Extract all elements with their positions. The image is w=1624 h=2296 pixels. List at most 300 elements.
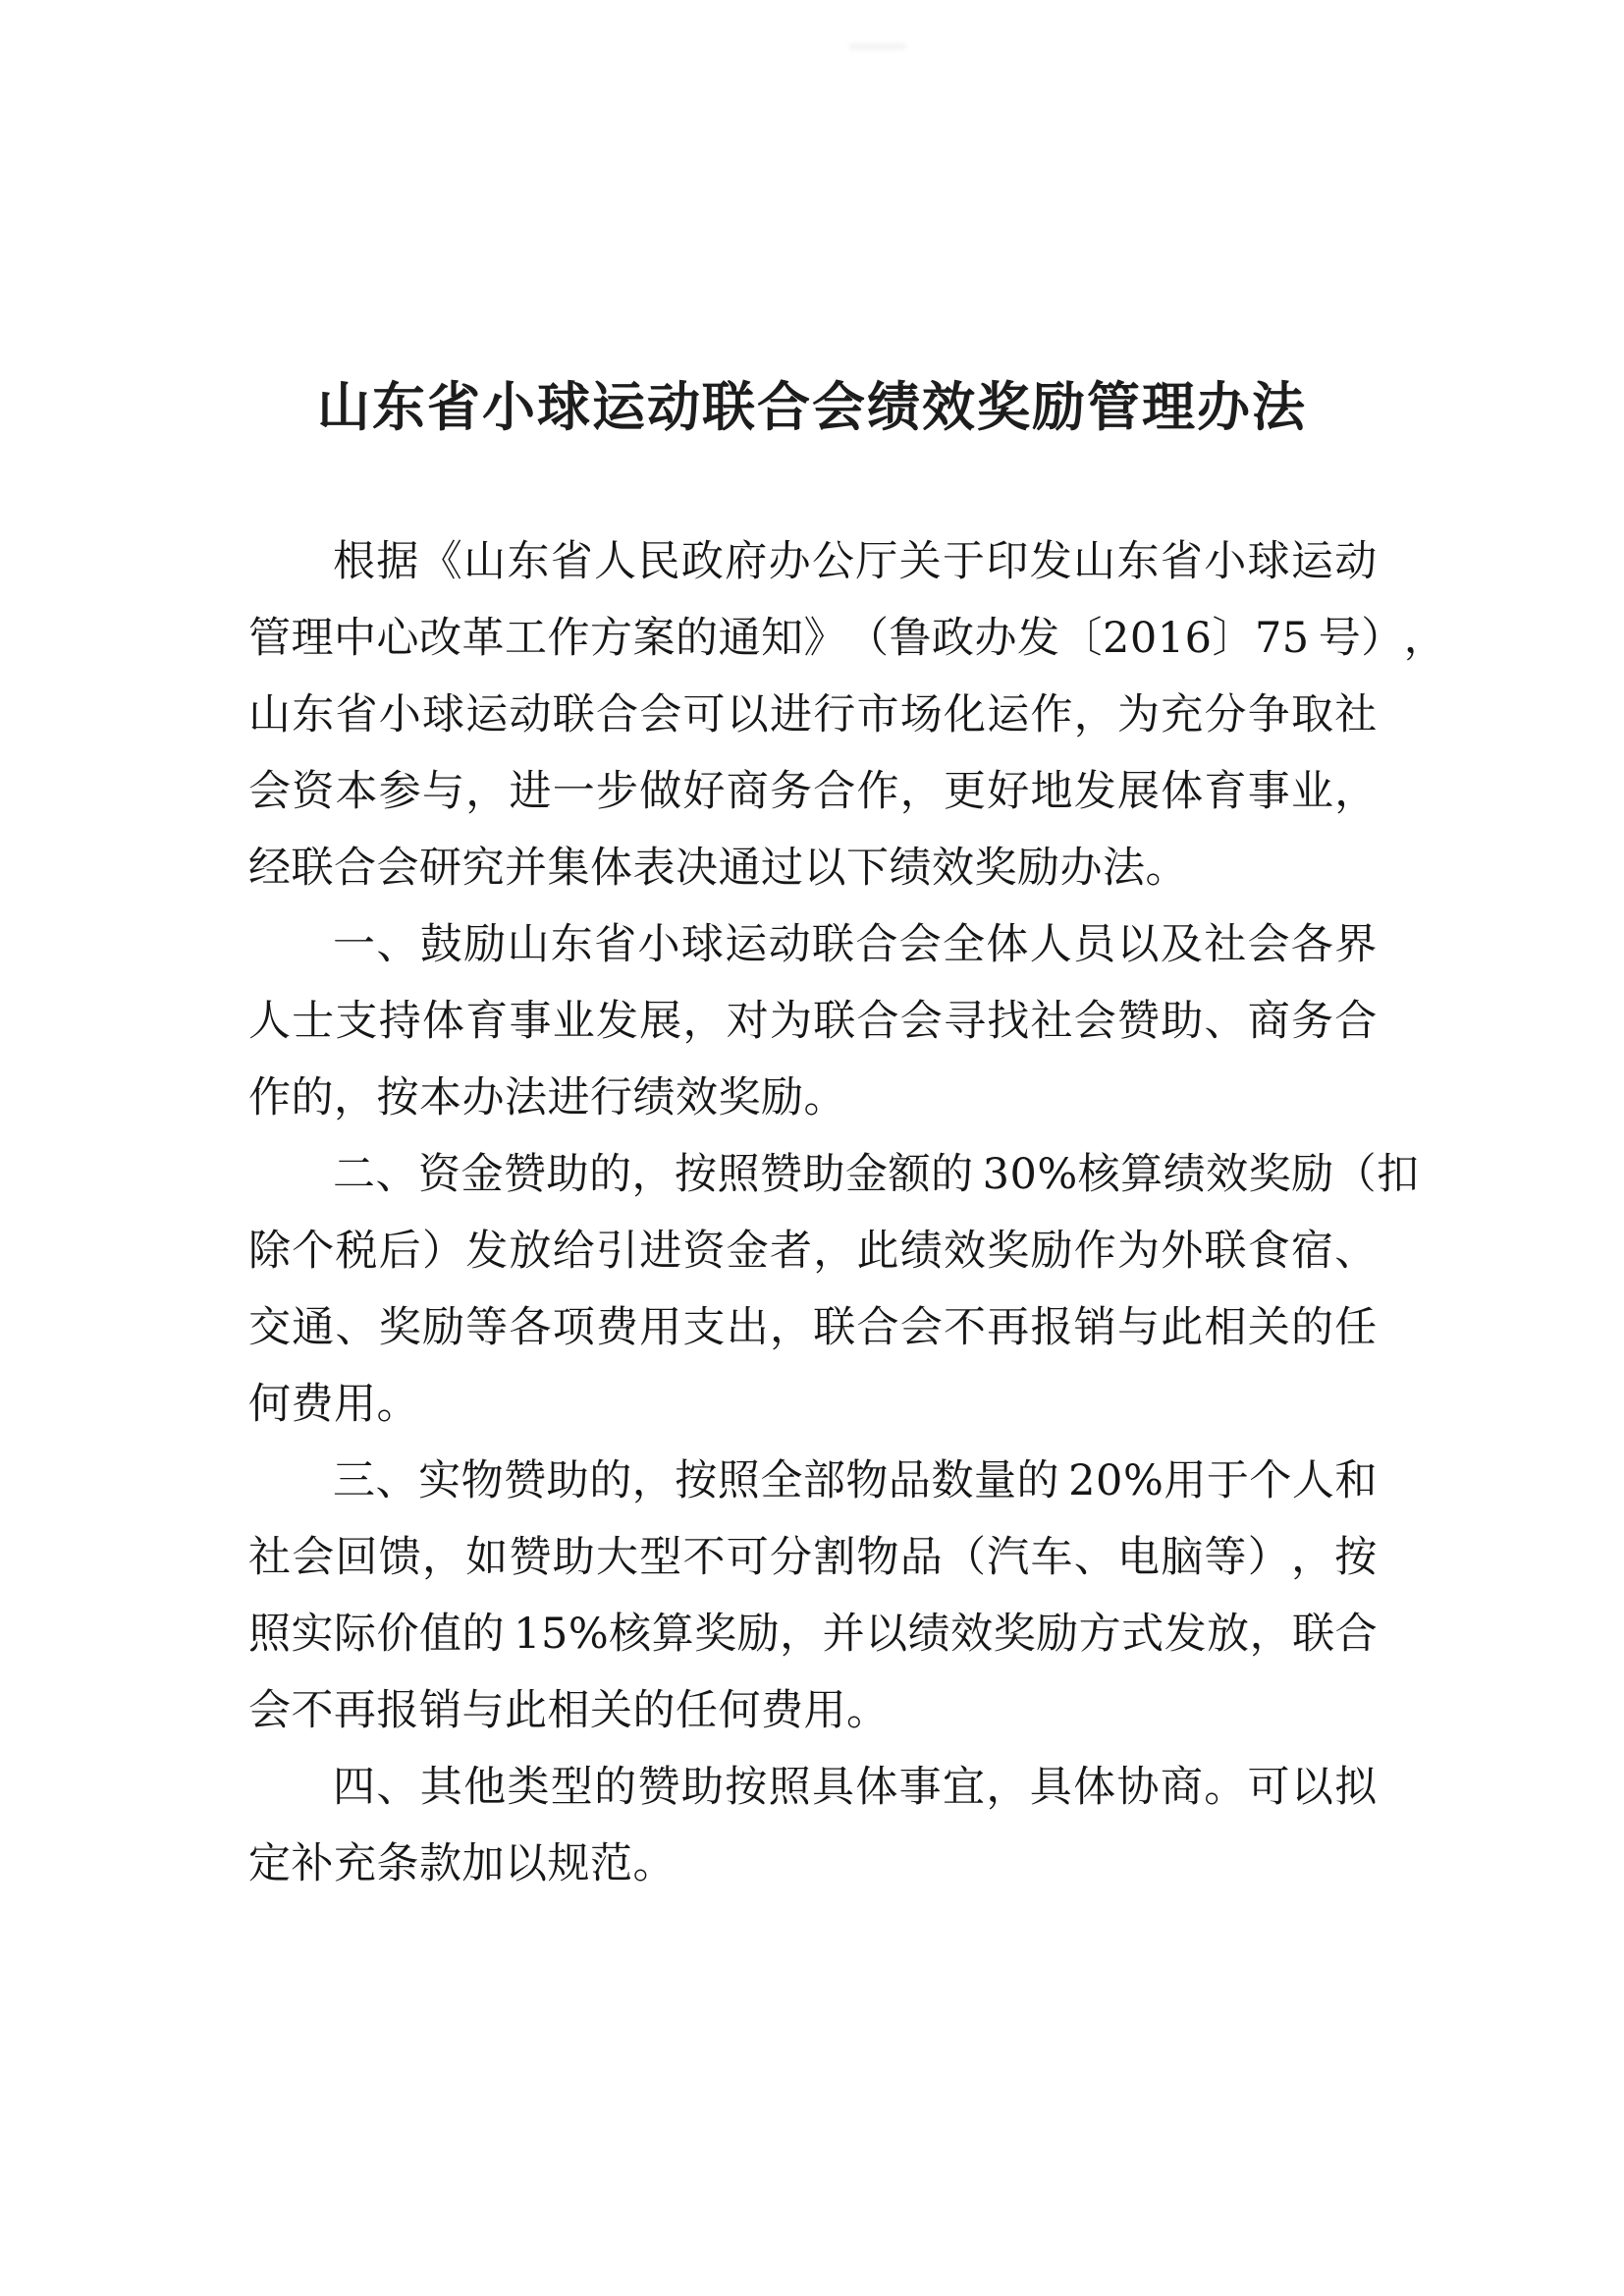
glyph: 山 <box>463 537 507 586</box>
glyph: 厅 <box>855 537 898 586</box>
glyph: 山 <box>1073 537 1116 586</box>
glyph: ， <box>770 1303 813 1352</box>
text-line <box>248 983 1378 1060</box>
paragraph-article-1 <box>248 906 1378 1136</box>
page-title: 山东省小球运动联合会绩效奖励管理办法 <box>317 375 1307 439</box>
glyph: 式 <box>1121 1610 1164 1659</box>
glyph: 他 <box>463 1763 507 1812</box>
glyph: 界 <box>1334 920 1378 969</box>
glyph: 此 <box>1161 1303 1204 1352</box>
glyph: 除 <box>248 1227 292 1276</box>
glyph: 参 <box>378 767 422 816</box>
glyph: 赞 <box>504 1150 547 1199</box>
glyph: 小 <box>637 920 681 969</box>
glyph: 赞 <box>509 1533 552 1582</box>
glyph: 大 <box>596 1533 639 1582</box>
glyph <box>505 1596 514 1672</box>
glyph: 效 <box>950 1610 994 1659</box>
glyph: 展 <box>1117 767 1161 816</box>
glyph: 为 <box>1117 1227 1161 1276</box>
glyph: ， <box>682 997 726 1046</box>
text-line <box>248 1213 1378 1289</box>
glyph: 的 <box>594 1763 637 1812</box>
glyph: 销 <box>1073 1303 1117 1352</box>
glyph: 车 <box>1030 1533 1073 1582</box>
glyph: 宜 <box>943 1763 986 1812</box>
glyph: 发 <box>1164 1610 1208 1659</box>
glyph: 助 <box>1161 997 1204 1046</box>
glyph: 奖 <box>694 1610 737 1659</box>
glyph: 体 <box>986 920 1029 969</box>
glyph: 支 <box>335 997 378 1046</box>
glyph: 2 <box>1068 1456 1097 1505</box>
glyph: 绩 <box>907 1610 951 1659</box>
glyph: 效 <box>1206 1150 1249 1199</box>
glyph: 二 <box>333 1150 376 1199</box>
glyph: ， <box>631 1456 676 1505</box>
glyph: 更 <box>944 767 987 816</box>
glyph: 等 <box>1204 1533 1247 1582</box>
glyph: 资 <box>292 767 335 816</box>
glyph: 放 <box>1207 1610 1250 1659</box>
glyph: 核 <box>1077 1150 1121 1199</box>
glyph: 交 <box>248 1303 292 1352</box>
text-line <box>248 1136 1420 1213</box>
glyph: 励 <box>422 1303 465 1352</box>
glyph: 合 <box>856 997 899 1046</box>
glyph: 号 <box>1318 614 1362 663</box>
glyph <box>1310 600 1319 677</box>
glyph: ， <box>986 1763 1029 1812</box>
glyph: ， <box>1291 1533 1334 1582</box>
glyph: 体 <box>1161 767 1204 816</box>
glyph: 体 <box>855 1763 898 1812</box>
glyph: 会 <box>898 920 943 969</box>
glyph: 金 <box>460 1150 504 1199</box>
glyph: 2 <box>1103 614 1130 663</box>
glyph: 球 <box>680 920 725 969</box>
text-line <box>248 523 1378 600</box>
glyph: 运 <box>987 690 1030 739</box>
glyph: 小 <box>378 690 422 739</box>
glyph: 割 <box>813 1533 856 1582</box>
text-line: 何费用。 <box>248 1380 419 1429</box>
glyph: 关 <box>1247 1303 1291 1352</box>
glyph: 并 <box>822 1610 866 1659</box>
text-line <box>248 1596 1378 1672</box>
glyph: 量 <box>973 1456 1017 1505</box>
glyph: 事 <box>898 1763 943 1812</box>
glyph: 山 <box>248 690 292 739</box>
glyph: % <box>1122 1456 1164 1505</box>
glyph: 各 <box>509 1303 552 1352</box>
text-line: 作的，按本办法进行绩效奖励。 <box>248 1073 846 1122</box>
glyph: 放 <box>509 1227 552 1276</box>
glyph: 管 <box>248 614 292 663</box>
glyph: 进 <box>509 767 552 816</box>
text-line <box>248 677 1378 753</box>
glyph: 士 <box>292 997 335 1046</box>
glyph: 务 <box>1291 997 1334 1046</box>
glyph: 类 <box>507 1763 550 1812</box>
text-line <box>248 906 1378 983</box>
glyph: 鲁 <box>889 614 932 663</box>
glyph: 脑 <box>1161 1533 1204 1582</box>
glyph: 、 <box>375 1150 418 1199</box>
glyph: 府 <box>725 537 768 586</box>
glyph: 人 <box>1029 920 1073 969</box>
glyph: 相 <box>1204 1303 1247 1352</box>
text-line <box>248 1519 1378 1596</box>
glyph: 公 <box>811 537 855 586</box>
glyph: 合 <box>1334 997 1378 1046</box>
glyph: 如 <box>465 1533 509 1582</box>
glyph: 联 <box>813 1303 856 1352</box>
glyph: 核 <box>609 1610 652 1659</box>
glyph: 型 <box>639 1533 682 1582</box>
glyph: 动 <box>768 920 812 969</box>
glyph: 出 <box>726 1303 770 1352</box>
glyph: 心 <box>376 614 419 663</box>
glyph: 可 <box>682 690 726 739</box>
glyph: 进 <box>639 1227 682 1276</box>
glyph: 绩 <box>899 1227 944 1276</box>
glyph: 联 <box>813 997 856 1046</box>
text-line <box>248 753 1378 830</box>
glyph: 助 <box>802 1150 845 1199</box>
glyph: 根 <box>333 537 376 586</box>
glyph: 0 <box>1009 1150 1038 1199</box>
glyph: 全 <box>943 920 986 969</box>
glyph: 助 <box>546 1456 590 1505</box>
glyph: 体 <box>1073 1763 1116 1812</box>
glyph: 可 <box>726 1533 770 1582</box>
glyph: 联 <box>811 920 855 969</box>
glyph: 育 <box>1204 767 1247 816</box>
glyph: 宿 <box>1291 1227 1334 1276</box>
glyph: 发 <box>465 1227 509 1276</box>
text-line <box>248 1443 1378 1519</box>
glyph: 于 <box>1206 1456 1250 1505</box>
glyph: 照 <box>248 1610 292 1659</box>
glyph: 额 <box>888 1150 931 1199</box>
glyph: 照 <box>768 1763 812 1812</box>
glyph: 全 <box>760 1456 803 1505</box>
glyph: 物 <box>856 1533 899 1582</box>
glyph: 联 <box>1292 1610 1335 1659</box>
glyph: 作 <box>547 614 590 663</box>
glyph: 品 <box>899 1533 944 1582</box>
glyph: 〕 <box>1212 614 1255 663</box>
glyph: 政 <box>680 537 725 586</box>
glyph: （ <box>1333 1150 1378 1199</box>
glyph: 进 <box>770 690 813 739</box>
glyph: 会 <box>899 1303 944 1352</box>
glyph: 赞 <box>637 1763 681 1812</box>
glyph: 、 <box>335 1303 378 1352</box>
glyph: 东 <box>292 690 335 739</box>
glyph: 5 <box>1281 614 1310 663</box>
glyph: 励 <box>736 1610 781 1659</box>
glyph: （ <box>944 1533 987 1582</box>
glyph: ， <box>422 1533 465 1582</box>
glyph: 业 <box>1291 767 1334 816</box>
glyph: 东 <box>1116 537 1160 586</box>
glyph: ， <box>631 1150 675 1199</box>
glyph: ， <box>465 767 509 816</box>
glyph: 扣 <box>1377 1150 1420 1199</box>
glyph: 食 <box>1247 1227 1291 1276</box>
glyph: 以 <box>865 1610 908 1659</box>
glyph: 省 <box>335 690 378 739</box>
glyph: 和 <box>1334 1456 1378 1505</box>
glyph: 商 <box>726 767 770 816</box>
glyph: 民 <box>637 537 681 586</box>
glyph: 及 <box>1160 920 1204 969</box>
glyph: 、 <box>375 1456 419 1505</box>
glyph: ， <box>1334 767 1378 816</box>
glyph: 按 <box>1334 1533 1378 1582</box>
text-line <box>248 1289 1378 1366</box>
glyph: 合 <box>1334 1610 1379 1659</box>
glyph: 球 <box>1247 537 1291 586</box>
glyph: 的 <box>461 1610 505 1659</box>
glyph: 〔 <box>1059 614 1103 663</box>
paragraph-article-4 <box>248 1749 1378 1902</box>
glyph: 发 <box>1029 537 1073 586</box>
glyph: 化 <box>944 690 987 739</box>
glyph: 的 <box>1291 1303 1334 1352</box>
glyph: 合 <box>855 920 898 969</box>
glyph: 价 <box>376 1610 419 1659</box>
glyph: ） <box>422 1227 465 1276</box>
glyph: 0 <box>1129 614 1158 663</box>
glyph: 助 <box>680 1763 725 1812</box>
glyph: 中 <box>334 614 377 663</box>
glyph: 0 <box>1096 1456 1123 1505</box>
glyph: （ <box>846 614 890 663</box>
glyph: 为 <box>1117 690 1161 739</box>
glyph: 合 <box>596 690 639 739</box>
glyph: 报 <box>1030 1303 1073 1352</box>
glyph: 按 <box>675 1456 718 1505</box>
glyph: 、 <box>1334 1227 1378 1276</box>
glyph: 励 <box>1291 1150 1334 1199</box>
glyph: 引 <box>596 1227 639 1276</box>
glyph: 以 <box>726 690 770 739</box>
glyph: 动 <box>509 690 552 739</box>
glyph: 寻 <box>944 997 987 1046</box>
glyph: 合 <box>813 767 856 816</box>
glyph: 绩 <box>1163 1150 1207 1199</box>
glyph: % <box>1037 1150 1078 1199</box>
paragraph-intro <box>248 523 1447 906</box>
glyph: 社 <box>248 1533 292 1582</box>
glyph: 方 <box>590 614 633 663</box>
document-body <box>248 523 1447 1902</box>
glyph: 育 <box>465 997 509 1046</box>
glyph: 社 <box>1334 690 1378 739</box>
glyph: 会 <box>639 690 682 739</box>
glyph: 资 <box>682 1227 726 1276</box>
glyph: ， <box>899 767 944 816</box>
glyph: 励 <box>1030 1227 1073 1276</box>
glyph: 事 <box>509 997 552 1046</box>
glyph: 社 <box>1204 920 1247 969</box>
text-line: 经联合会研究并集体表决通过以下绩效奖励办法。 <box>248 844 1188 893</box>
glyph: 市 <box>856 690 899 739</box>
glyph: 一 <box>333 920 376 969</box>
text-line <box>248 1749 1378 1826</box>
glyph: 6 <box>1184 614 1213 663</box>
glyph: 分 <box>1204 690 1247 739</box>
glyph: 、 <box>1204 997 1247 1046</box>
glyph: 的 <box>589 1456 632 1505</box>
glyph: 项 <box>552 1303 596 1352</box>
glyph: 具 <box>811 1763 855 1812</box>
glyph: 球 <box>422 690 465 739</box>
glyph: ， <box>780 1610 823 1659</box>
scan-smudge-artifact <box>849 43 906 50</box>
glyph: 以 <box>1116 920 1160 969</box>
glyph: 再 <box>987 1303 1030 1352</box>
glyph: 省 <box>1160 537 1204 586</box>
glyph: 用 <box>1164 1456 1207 1505</box>
glyph: 支 <box>682 1303 726 1352</box>
glyph: 其 <box>419 1763 463 1812</box>
glyph: 外 <box>1161 1227 1204 1276</box>
glyph: 部 <box>802 1456 846 1505</box>
glyph: 协 <box>1116 1763 1160 1812</box>
glyph: 馈 <box>378 1533 422 1582</box>
glyph: ） <box>1361 614 1404 663</box>
glyph: 运 <box>1290 537 1334 586</box>
glyph: 山 <box>507 920 550 969</box>
glyph: 据 <box>376 537 419 586</box>
glyph: 1 <box>1157 614 1185 663</box>
glyph: 省 <box>550 537 594 586</box>
glyph: 的 <box>931 1150 974 1199</box>
glyph: 。 <box>1204 1763 1247 1812</box>
glyph: 好 <box>682 767 726 816</box>
glyph: 际 <box>334 1610 377 1659</box>
text-line <box>248 600 1447 677</box>
glyph: 与 <box>422 767 465 816</box>
glyph: 体 <box>422 997 465 1046</box>
glyph: 以 <box>1290 1763 1334 1812</box>
glyph: 办 <box>974 614 1017 663</box>
glyph: 业 <box>552 997 596 1046</box>
glyph: 、 <box>1073 1533 1117 1582</box>
glyph: 方 <box>1078 1610 1122 1659</box>
glyph: 赞 <box>760 1150 803 1199</box>
glyph: % <box>568 1610 610 1659</box>
glyph: 给 <box>552 1227 596 1276</box>
glyph: 发 <box>1017 614 1060 663</box>
glyph: 鼓 <box>419 920 463 969</box>
glyph: 算 <box>1120 1150 1164 1199</box>
glyph: 三 <box>333 1456 376 1505</box>
glyph: 省 <box>594 920 637 969</box>
glyph: 东 <box>507 537 550 586</box>
glyph: 通 <box>718 614 761 663</box>
glyph: 、 <box>376 920 419 969</box>
glyph: 会 <box>292 1533 335 1582</box>
glyph: 社 <box>1030 997 1073 1046</box>
glyph: 人 <box>594 537 637 586</box>
glyph: 员 <box>1073 920 1116 969</box>
glyph: 一 <box>552 767 596 816</box>
glyph: 会 <box>1073 997 1117 1046</box>
glyph: 案 <box>632 614 676 663</box>
glyph: 励 <box>1036 1610 1079 1659</box>
glyph: 实 <box>418 1456 461 1505</box>
glyph: 争 <box>1247 690 1291 739</box>
glyph: 的 <box>676 614 719 663</box>
glyph: 运 <box>725 920 768 969</box>
glyph: 值 <box>419 1610 462 1659</box>
glyph: 找 <box>987 997 1030 1046</box>
glyph: 3 <box>982 1150 1010 1199</box>
glyph: 算 <box>651 1610 695 1659</box>
glyph: 5 <box>540 1610 568 1659</box>
glyph: 事 <box>1247 767 1291 816</box>
glyph: 个 <box>1249 1456 1292 1505</box>
glyph: 务 <box>770 767 813 816</box>
glyph: 物 <box>845 1456 889 1505</box>
glyph: 发 <box>1073 767 1117 816</box>
glyph: 关 <box>898 537 943 586</box>
glyph: ） <box>1247 1533 1291 1582</box>
glyph: 拟 <box>1334 1763 1378 1812</box>
glyph: 分 <box>770 1533 813 1582</box>
glyph: 照 <box>717 1150 760 1199</box>
glyph: 奖 <box>1248 1150 1292 1199</box>
glyph: 革 <box>461 614 505 663</box>
glyph: 理 <box>291 614 334 663</box>
glyph: 赞 <box>1117 997 1161 1046</box>
glyph: 本 <box>335 767 378 816</box>
glyph: 1 <box>514 1610 541 1659</box>
glyph: 后 <box>378 1227 422 1276</box>
glyph: 物 <box>460 1456 505 1505</box>
glyph: 助 <box>546 1150 589 1199</box>
glyph: 汽 <box>987 1533 1030 1582</box>
glyph: 不 <box>682 1533 726 1582</box>
glyph: 作 <box>1030 690 1073 739</box>
glyph: 东 <box>550 920 594 969</box>
glyph: 等 <box>465 1303 509 1352</box>
glyph: 为 <box>770 997 813 1046</box>
glyph: 资 <box>418 1150 461 1199</box>
glyph: 此 <box>856 1227 899 1276</box>
glyph: 对 <box>726 997 770 1046</box>
glyph: 金 <box>845 1150 889 1199</box>
glyph: 运 <box>465 690 509 739</box>
glyph: 者 <box>770 1227 813 1276</box>
glyph: 用 <box>639 1303 682 1352</box>
glyph: 数 <box>931 1456 974 1505</box>
glyph: 税 <box>335 1227 378 1276</box>
glyph: 可 <box>1247 1763 1291 1812</box>
glyph: 发 <box>596 997 639 1046</box>
glyph: 奖 <box>987 1227 1030 1276</box>
glyph: 地 <box>1030 767 1073 816</box>
glyph: 助 <box>552 1533 596 1582</box>
glyph: 通 <box>292 1303 335 1352</box>
paragraph-article-3 <box>248 1443 1378 1749</box>
glyph: 的 <box>589 1150 632 1199</box>
